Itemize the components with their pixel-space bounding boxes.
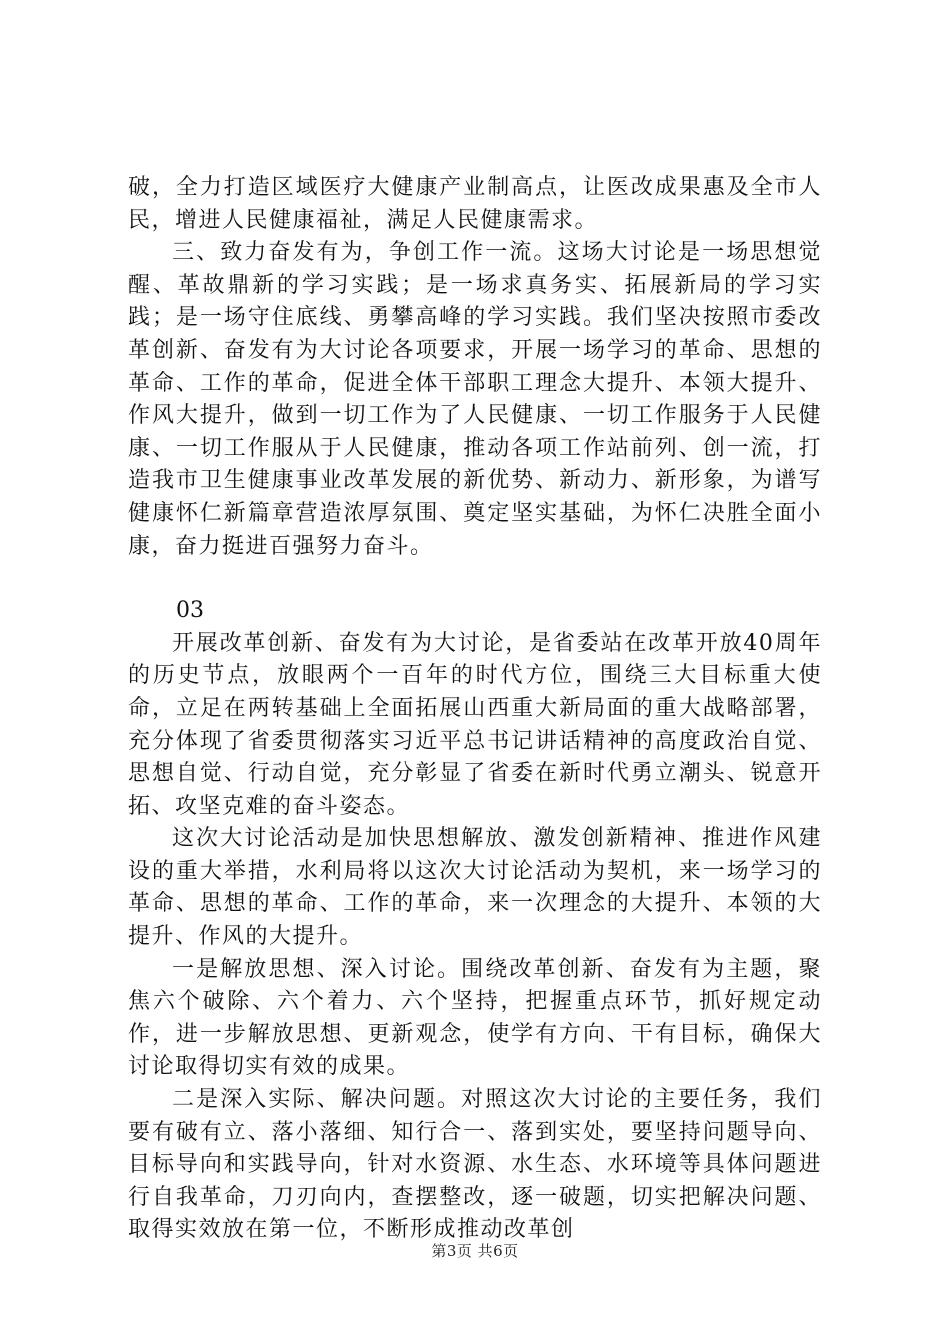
paragraph-section-three: 三、致力奋发有为，争创工作一流。这场大讨论是一场思想觉醒、革故鼎新的学习实践；是一场求真务实、拓展新局的学习实践；是一场守住底线、勇攀高峰的学习实践。我们坚决按照市委改革创新、奋发有为大讨论各项要求，开展一场学习的革命、思想的革命、工作的革命，促进全体干部职工理念大提升、本领大提升、作风大提升，做到一切工作为了人民健康、一切工作服务于人民健康、一切工作服从于人民健康，推动各项工作站前列、创一流，打造我市卫生健康事业改革发展的新优势、新动力、新形象，为谱写健康怀仁新篇章营造浓厚氛围、奠定坚实基础，为怀仁决胜全面小康，奋力挺进百强努力奋斗。	[128, 240, 822, 559]
document-body	[128, 172, 822, 1247]
paragraph-point-two: 二是深入实际、解决问题。对照这次大讨论的主要任务，我们要有破有立、落小落细、知行合一、落到实处，要坚持问题导向、目标导向和实践导向，针对水资源、水生态、水环境等具体问题进行自我革命，刀刃向内，查摆整改，逐一破题，切实把解决问题、取得实效放在第一位，不断形成推动改革创	[128, 1087, 822, 1243]
paragraph-continuation: 破，全力打造区域医疗大健康产业制高点，让医改成果惠及全市人民，增进人民健康福祉，满足人民健康需求。	[128, 175, 822, 233]
paragraph-point-one: 一是解放思想、深入讨论。围绕改革创新、奋发有为主题，聚焦六个破除、六个着力、六个坚持，把握重点环节，抓好规定动作，进一步解放思想、更新观念，使学有方向、干有目标，确保大讨论取得切实有效的成果。	[128, 956, 822, 1080]
section-label: 03	[176, 598, 204, 624]
paragraph-discussion-activity: 这次大讨论活动是加快思想解放、激发创新精神、推进作风建设的重大举措，水利局将以这次大讨论活动为契机，来一场学习的革命、思想的革命、工作的革命，来一次理念的大提升、本领的大提升、作风的大提升。	[128, 826, 822, 950]
page-footer: 第3页 共6页	[431, 1242, 519, 1260]
paragraph-reform-discussion: 开展改革创新、奋发有为大讨论，是省委站在改革开放40周年的历史节点，放眼两个一百年的时代方位，围绕三大目标重大使命，立足在两转基础上全面拓展山西重大新局面的重大战略部署，充分体现了省委贯彻落实习近平总书记讲话精神的高度政治自觉、思想自觉、行动自觉，充分彰显了省委在新时代勇立潮头、锐意开拓、攻坚克难的奋斗姿态。	[128, 630, 822, 819]
